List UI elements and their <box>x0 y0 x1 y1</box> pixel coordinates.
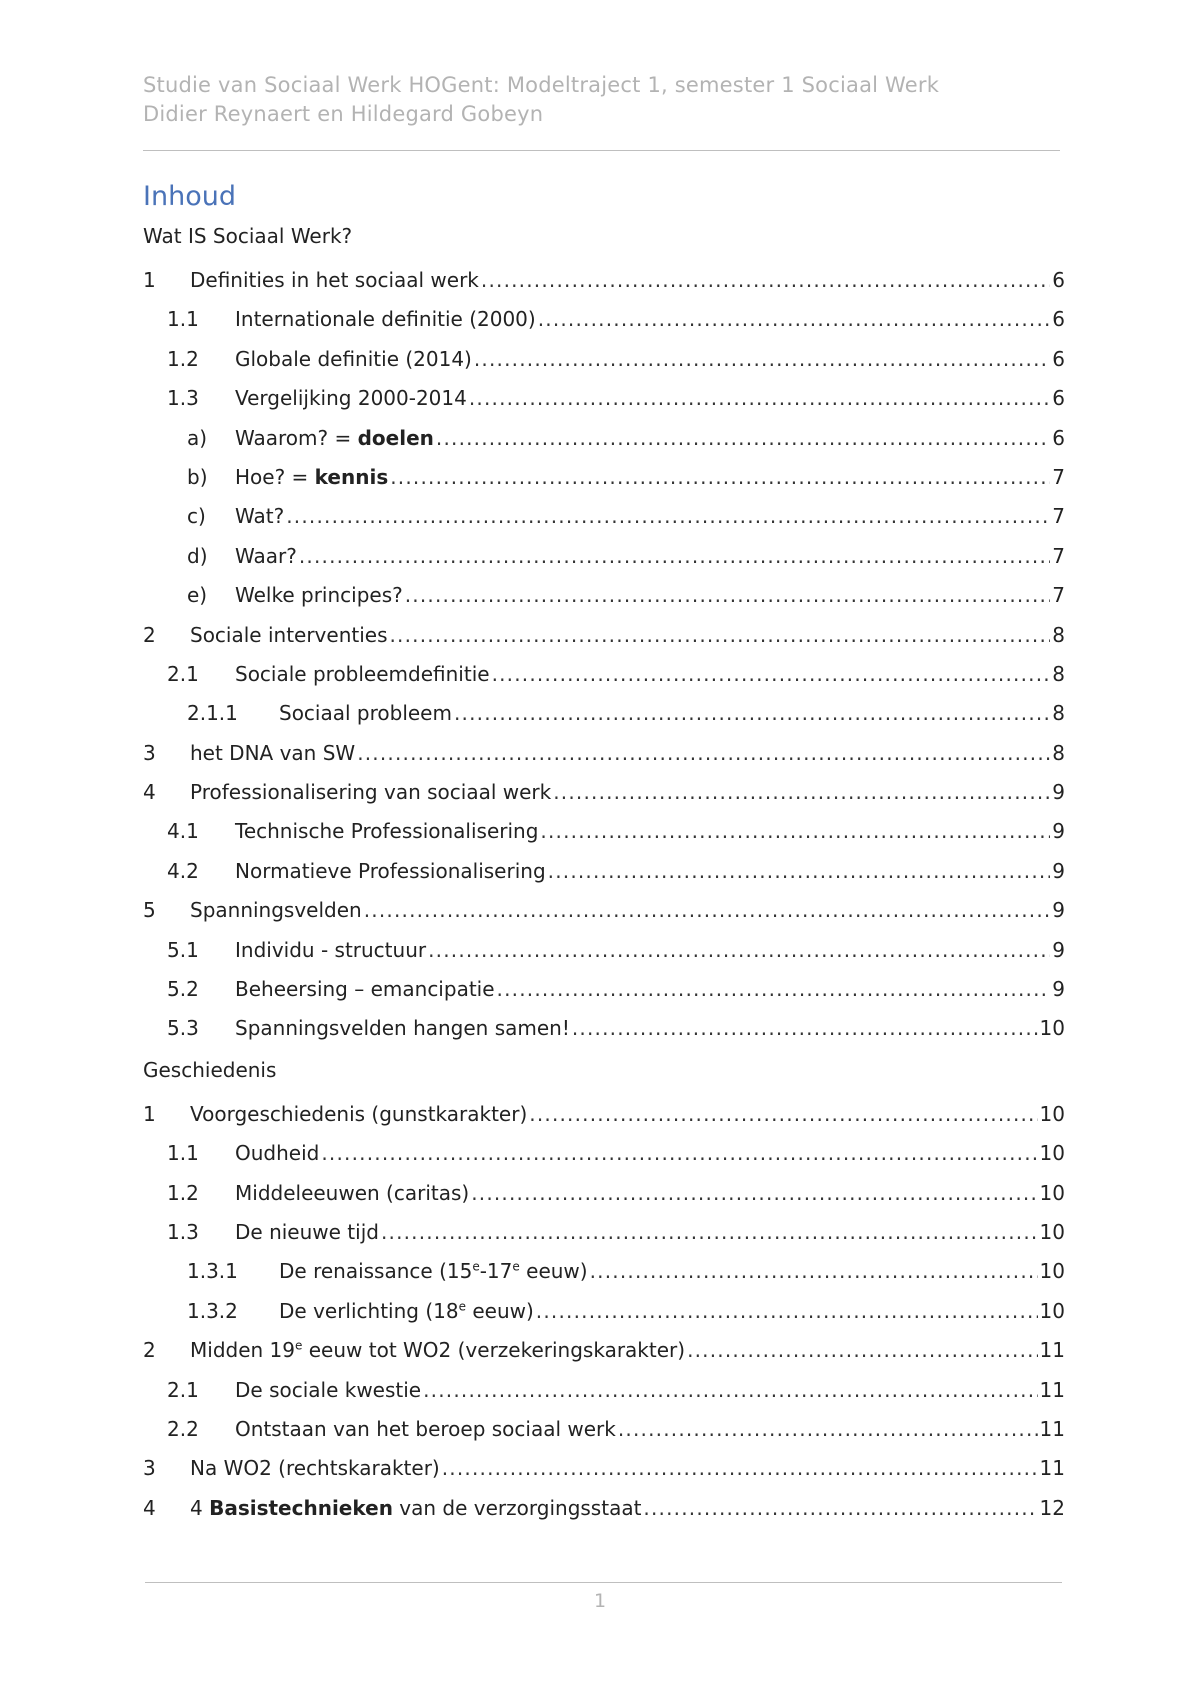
toc-entry-text <box>235 819 538 843</box>
toc-entry[interactable] <box>143 1220 1065 1259</box>
toc-entry[interactable] <box>143 583 1065 622</box>
toc-leader-dots <box>390 623 1051 647</box>
toc-leader-dots <box>538 307 1051 331</box>
toc-entry-label: Definities in het sociaal werk <box>190 268 479 292</box>
toc-entry-label: De sociale kwestie <box>235 1377 422 1402</box>
toc-entry-text <box>279 701 452 725</box>
toc-entry-page: 7 <box>1052 543 1065 568</box>
toc-entry-text <box>235 1378 421 1402</box>
toc-entry-number: a) <box>187 425 208 450</box>
toc-entry-bold: kennis <box>314 464 389 489</box>
toc-entry-number: 1 <box>143 268 156 292</box>
toc-entry-page: 11 <box>1039 1338 1065 1363</box>
toc-entry-label: Internationale definitie (2000) <box>235 307 536 332</box>
toc-entry-page: 7 <box>1052 464 1065 489</box>
toc-entry[interactable] <box>143 1102 1065 1141</box>
toc-entry-number: 1 <box>143 1101 156 1126</box>
toc-entry-number: 1.3 <box>167 386 199 411</box>
toc-entry[interactable] <box>143 1378 1065 1417</box>
toc-entry-text <box>235 426 434 450</box>
header-line-1: Studie van Sociaal Werk HOGent: Modeltraject 1, semester 1 Sociaal Werk <box>143 73 940 97</box>
toc-entry-number: 4.2 <box>167 858 199 883</box>
toc-entry-page: 9 <box>1052 898 1065 923</box>
toc-entry-page: 10 <box>1039 1141 1065 1166</box>
toc-entry-page: 8 <box>1052 622 1065 647</box>
toc-entry-number: 1.1 <box>167 307 199 332</box>
toc-entry[interactable] <box>143 1496 1065 1535</box>
toc-entry-text <box>235 1181 469 1205</box>
toc-entry-page: 11 <box>1039 1377 1065 1402</box>
toc-entry[interactable] <box>143 780 1065 819</box>
toc-entry-label: De verlichting (18e eeuw) <box>279 1298 534 1323</box>
toc-entry[interactable] <box>143 426 1065 465</box>
toc-entry-label: Wat? <box>235 504 285 529</box>
toc-entry-label-after: van de verzorgingsstaat <box>392 1495 642 1520</box>
toc-entry-text <box>190 741 355 765</box>
toc-entry-label: 4 <box>190 1495 210 1520</box>
toc-entry-number: 2 <box>143 1338 156 1363</box>
toc-section-heading[interactable]: Geschiedenis <box>143 1057 277 1082</box>
toc-entry-bold: Basistechnieken <box>209 1495 393 1520</box>
toc-entry-number: 5.2 <box>167 977 199 1002</box>
toc-entry[interactable] <box>143 307 1065 346</box>
toc-entry-page: 6 <box>1052 386 1065 411</box>
toc-entry-page: 10 <box>1039 1180 1065 1205</box>
toc-entry-text <box>190 1102 527 1126</box>
toc-entry-page: 11 <box>1039 1416 1065 1441</box>
toc-entry-label: Spanningsvelden hangen samen! <box>235 1016 570 1041</box>
toc-entry[interactable] <box>143 1181 1065 1220</box>
toc-leader-dots <box>572 1016 1038 1040</box>
toc-entry-number: d) <box>187 543 208 568</box>
toc-entry-text <box>235 1141 319 1165</box>
toc-entry-label: Oudheid <box>235 1141 320 1166</box>
toc-entry-number: 1.3.1 <box>187 1259 238 1284</box>
toc-entry[interactable] <box>143 898 1065 937</box>
toc-entry[interactable] <box>143 544 1065 583</box>
toc-leader-dots <box>474 347 1050 371</box>
toc-entry-text <box>190 268 479 292</box>
toc-leader-dots <box>436 426 1050 450</box>
toc-entry-page: 11 <box>1039 1456 1065 1481</box>
toc-entry-number: 3 <box>143 1456 156 1481</box>
toc-entry[interactable] <box>143 623 1065 662</box>
toc-entry-page: 10 <box>1039 1016 1065 1041</box>
toc-entry-number: 4 <box>143 1495 156 1520</box>
toc-entry-number: 2.2 <box>167 1416 199 1441</box>
toc-entry-page: 6 <box>1052 346 1065 371</box>
toc-entry-text <box>190 623 388 647</box>
toc-entry-text <box>235 465 388 489</box>
toc-leader-dots <box>442 1456 1038 1480</box>
toc-leader-dots <box>357 741 1050 765</box>
toc-entry-number: 5 <box>143 898 156 923</box>
toc-leader-dots <box>529 1102 1037 1126</box>
toc-entry-page: 10 <box>1039 1298 1065 1323</box>
toc-entry-text <box>235 977 495 1001</box>
toc-entry[interactable] <box>143 268 1065 307</box>
toc-entry-label: Normatieve Professionalisering <box>235 858 546 883</box>
toc-entry-label: De renaissance (15e-17e eeuw) <box>279 1259 588 1284</box>
toc-entry[interactable] <box>143 504 1065 543</box>
toc-section-heading[interactable]: Wat IS Sociaal Werk? <box>143 224 353 248</box>
toc-entry-number: 1.2 <box>167 1180 199 1205</box>
toc-entry-number: 2.1.1 <box>187 701 238 726</box>
toc-entry-page: 9 <box>1052 780 1065 805</box>
toc-entry-label: Ontstaan van het beroep sociaal werk <box>235 1416 616 1441</box>
toc-leader-dots <box>299 544 1050 568</box>
page-number: 1 <box>593 1590 607 1612</box>
toc-entry-number: 2.1 <box>167 661 199 686</box>
toc-leader-dots <box>364 898 1051 922</box>
toc-entry-label: Waarom? = <box>235 425 358 450</box>
toc-leader-dots <box>469 386 1050 410</box>
toc-leader-dots <box>548 859 1051 883</box>
toc-entry-number: 1.2 <box>167 346 199 371</box>
toc-entry-text <box>279 1299 534 1323</box>
toc-entry-page: 6 <box>1052 268 1065 292</box>
toc-entry[interactable] <box>143 1141 1065 1180</box>
toc-leader-dots <box>536 1299 1038 1323</box>
toc-entry[interactable] <box>143 701 1065 740</box>
toc-leader-dots <box>321 1141 1037 1165</box>
toc-title: Inhoud <box>143 181 236 212</box>
toc-entry-label: De nieuwe tijd <box>235 1219 379 1244</box>
toc-entry-label: Sociale interventies <box>190 622 388 647</box>
toc-entry-label: Hoe? = <box>235 464 315 489</box>
toc-entry-number: 5.3 <box>167 1016 199 1041</box>
toc-entry-text <box>190 1338 685 1362</box>
toc-entry-page: 10 <box>1039 1259 1065 1284</box>
toc-leader-dots <box>405 583 1051 607</box>
toc-leader-dots <box>618 1417 1038 1441</box>
toc-entry[interactable] <box>143 1299 1065 1338</box>
header-divider <box>143 150 1060 151</box>
toc-entry[interactable] <box>143 1338 1065 1377</box>
toc-entry-label: Sociaal probleem <box>279 701 452 726</box>
toc-entry-label: Midden 19e eeuw tot WO2 (verzekeringskarakter) <box>190 1338 686 1363</box>
toc-entry-bold: doelen <box>357 425 434 450</box>
toc-entry-label: Spanningsvelden <box>190 898 362 923</box>
toc-entry-page: 9 <box>1052 937 1065 962</box>
toc-entry-number: b) <box>187 464 208 489</box>
toc-entry[interactable] <box>143 347 1065 386</box>
toc-leader-dots <box>540 819 1050 843</box>
table-of-contents <box>143 222 1065 1535</box>
toc-entry[interactable] <box>143 662 1065 701</box>
toc-entry-text <box>235 1016 570 1040</box>
toc-entry-label: Sociale probleemdefinitie <box>235 661 490 686</box>
toc-leader-dots <box>286 504 1050 528</box>
toc-entry[interactable] <box>143 386 1065 425</box>
toc-entry-label: Vergelijking 2000-2014 <box>235 386 467 411</box>
toc-leader-dots <box>423 1378 1037 1402</box>
toc-entry-label: Globale definitie (2014) <box>235 346 472 371</box>
toc-entry-page: 8 <box>1052 701 1065 726</box>
toc-entry-page: 9 <box>1052 819 1065 844</box>
toc-entry[interactable] <box>143 1259 1065 1298</box>
footer-divider <box>145 1582 1062 1583</box>
toc-entry-label: Technische Professionalisering <box>235 819 539 844</box>
toc-entry-page: 7 <box>1052 583 1065 608</box>
toc-entry-label: Beheersing – emancipatie <box>235 977 495 1002</box>
toc-entry-text <box>279 1259 588 1283</box>
toc-entry-text <box>235 307 536 331</box>
toc-entry[interactable] <box>143 741 1065 780</box>
toc-entry-text <box>235 544 297 568</box>
toc-entry-number: c) <box>187 504 206 529</box>
toc-entry-text <box>235 583 403 607</box>
toc-entry[interactable] <box>143 1456 1065 1495</box>
toc-entry-number: 1.3 <box>167 1219 199 1244</box>
toc-entry-number: 2.1 <box>167 1377 199 1402</box>
toc-entry-page: 10 <box>1039 1219 1065 1244</box>
toc-entry-label: Na WO2 (rechtskarakter) <box>190 1456 440 1481</box>
header-line-2: Didier Reynaert en Hildegard Gobeyn <box>143 102 544 126</box>
toc-leader-dots <box>590 1259 1038 1283</box>
toc-entry-text <box>235 859 546 883</box>
toc-entry[interactable] <box>143 938 1065 977</box>
toc-entry-number: 1.1 <box>167 1141 199 1166</box>
toc-entry-label: Waar? <box>235 543 297 568</box>
toc-entry-page: 12 <box>1039 1495 1065 1520</box>
toc-entry-number: e) <box>187 583 208 608</box>
toc-entry-page: 10 <box>1039 1101 1065 1126</box>
toc-leader-dots <box>454 701 1050 725</box>
toc-entry-page: 8 <box>1052 661 1065 686</box>
toc-leader-dots <box>497 977 1051 1001</box>
toc-entry-text <box>235 938 426 962</box>
toc-entry[interactable] <box>143 465 1065 504</box>
toc-leader-dots <box>390 465 1050 489</box>
toc-entry-label: Voorgeschiedenis (gunstkarakter) <box>190 1101 528 1126</box>
toc-entry-number: 3 <box>143 740 156 765</box>
toc-leader-dots <box>643 1496 1037 1520</box>
toc-leader-dots <box>428 938 1050 962</box>
toc-entry-page: 9 <box>1052 858 1065 883</box>
toc-entry-number: 4.1 <box>167 819 199 844</box>
toc-entry-label: Individu - structuur <box>235 937 427 962</box>
toc-entry-text <box>190 1456 440 1480</box>
toc-entry-page: 9 <box>1052 977 1065 1002</box>
toc-entry-number: 5.1 <box>167 937 199 962</box>
toc-entry-text <box>235 1417 616 1441</box>
toc-entry[interactable] <box>143 977 1065 1016</box>
toc-entry-number: 4 <box>143 780 156 805</box>
toc-entry[interactable] <box>143 1417 1065 1456</box>
toc-entry-text <box>190 1496 641 1520</box>
toc-entry[interactable] <box>143 1016 1065 1055</box>
toc-leader-dots <box>381 1220 1038 1244</box>
toc-entry-label: Professionalisering van sociaal werk <box>190 780 552 805</box>
toc-entry[interactable] <box>143 859 1065 898</box>
toc-entry-label: Welke principes? <box>235 583 403 608</box>
toc-entry-page: 8 <box>1052 740 1065 765</box>
toc-entry-page: 7 <box>1052 504 1065 529</box>
toc-entry-text <box>190 780 551 804</box>
toc-entry-page: 6 <box>1052 425 1065 450</box>
toc-entry-text <box>190 898 362 922</box>
page-header <box>143 71 939 129</box>
toc-entry-text <box>235 504 284 528</box>
toc-entry-text <box>235 347 472 371</box>
toc-entry-number: 2 <box>143 622 156 647</box>
toc-leader-dots <box>471 1181 1037 1205</box>
toc-leader-dots <box>553 780 1050 804</box>
toc-leader-dots <box>492 662 1051 686</box>
toc-entry-number: 1.3.2 <box>187 1298 238 1323</box>
toc-entry-text <box>235 1220 379 1244</box>
toc-entry-label: het DNA van SW <box>190 740 356 765</box>
toc-entry-text <box>235 386 467 410</box>
toc-entry-label: Middeleeuwen (caritas) <box>235 1180 470 1205</box>
toc-leader-dots <box>481 268 1050 292</box>
toc-leader-dots <box>687 1338 1037 1362</box>
toc-entry-text <box>235 662 490 686</box>
toc-entry-page: 6 <box>1052 307 1065 332</box>
toc-entry[interactable] <box>143 819 1065 858</box>
